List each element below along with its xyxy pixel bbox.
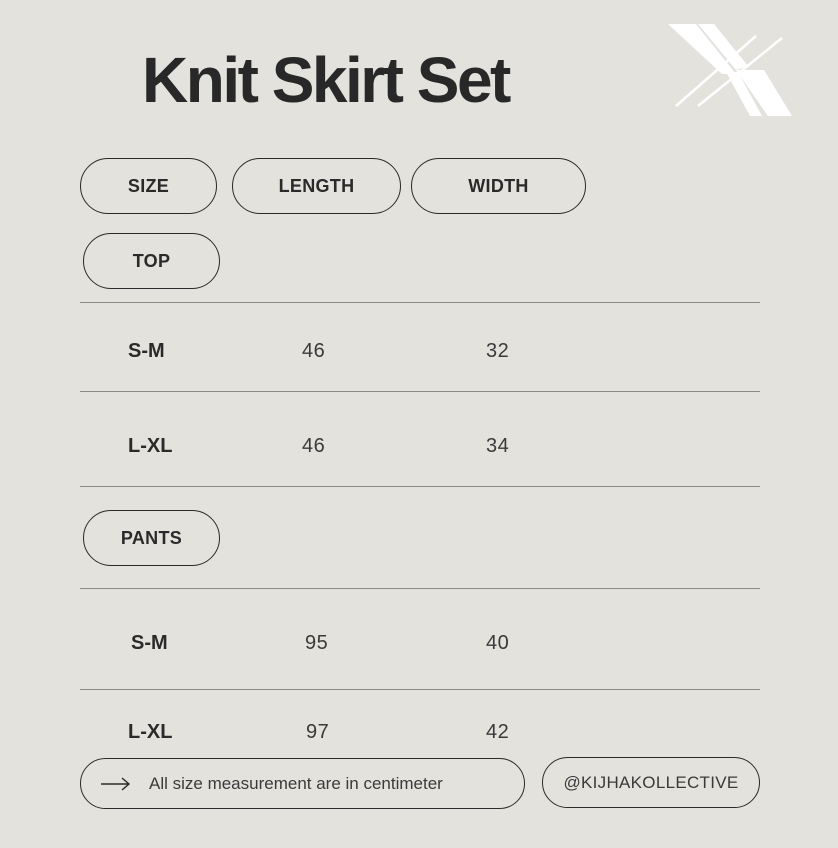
row-pants-sm-width: 40 [486,632,510,654]
divider [80,588,760,589]
row-top-sm-width: 32 [486,340,510,362]
row-pants-lxl-size: L-XL [128,721,173,743]
length-header: LENGTH [232,158,401,214]
social-handle: @KIJHAKOLLECTIVE [542,757,760,808]
row-top-sm-length: 46 [302,340,326,362]
section-pants-label: PANTS [83,510,220,566]
row-top-sm-size: S-M [128,340,165,362]
row-pants-lxl-width: 42 [486,721,510,743]
divider [80,302,760,303]
size-header: SIZE [80,158,217,214]
page-title: Knit Skirt Set [142,44,509,116]
row-top-lxl-size: L-XL [128,435,173,457]
measurement-note-text: All size measurement are in centimeter [149,773,443,793]
row-top-lxl-width: 34 [486,435,510,457]
row-pants-sm-size: S-M [131,632,168,654]
divider [80,391,760,392]
measurement-note [80,758,525,809]
row-pants-sm-length: 95 [305,632,329,654]
width-header: WIDTH [411,158,586,214]
row-pants-lxl-length: 97 [306,721,330,743]
row-top-lxl-length: 46 [302,435,326,457]
brand-logo-icon [664,22,794,120]
section-top-label: TOP [83,233,220,289]
divider [80,689,760,690]
arrow-right-icon [101,777,131,791]
divider [80,486,760,487]
